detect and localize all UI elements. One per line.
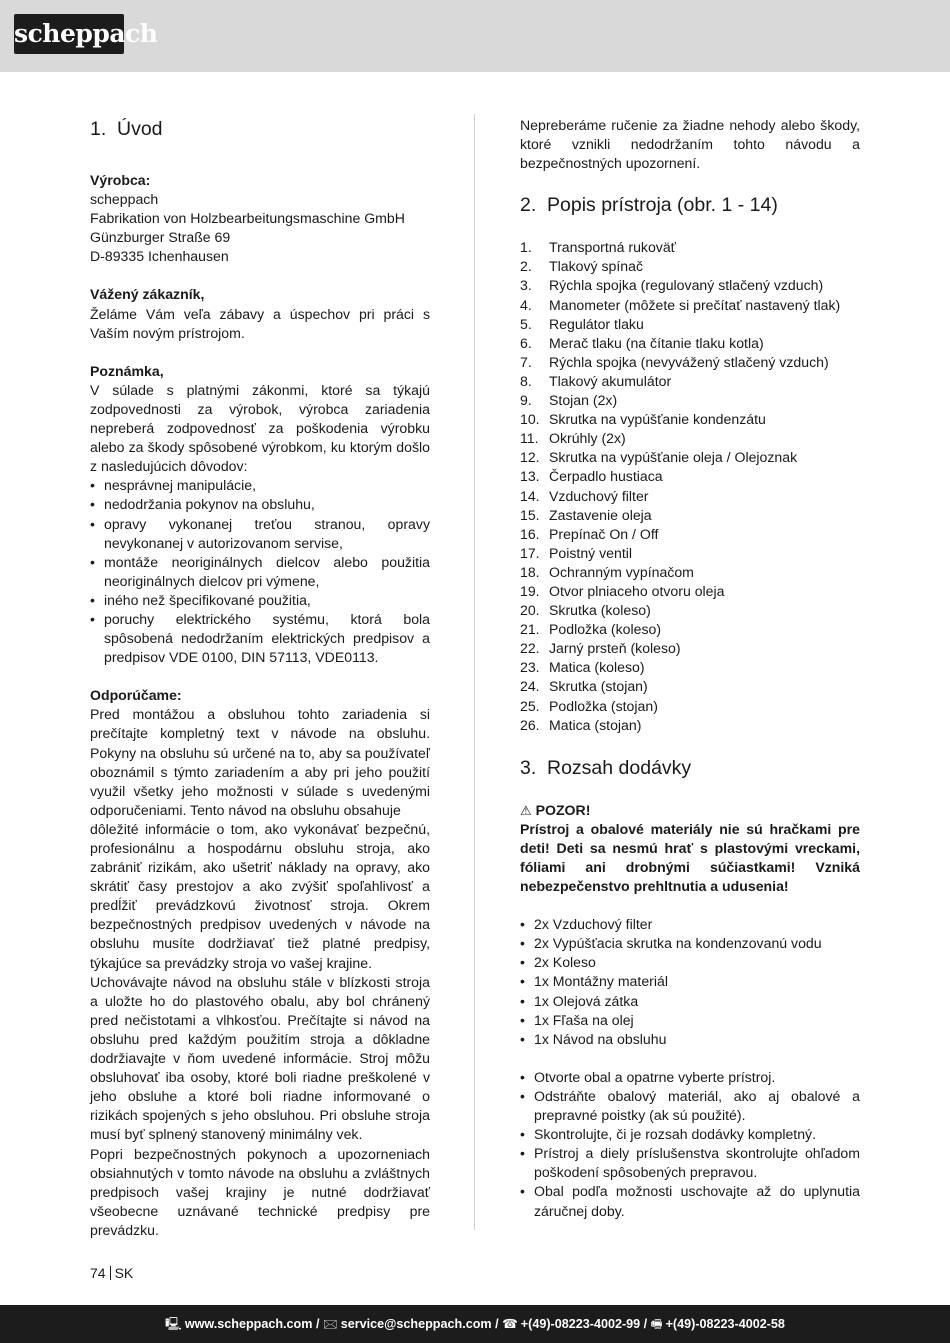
list-item: • montáže neoriginálnych dielcov alebo použitia neoriginálnych dielcov pri výmene, — [90, 553, 430, 591]
list-item: 15. Zastavenie oleja — [520, 506, 652, 523]
list-item: 9. Stojan (2x) — [520, 392, 618, 409]
footer-separator: / — [495, 1317, 499, 1331]
footer-website[interactable]: www.scheppach.com — [184, 1317, 313, 1331]
recommend-text: Pred montážou a obsluhou tohto zariadenia si prečítajte kompletný text v návode na obsluhu. Pokyny na obsluhu sú určené na to, aby sa používateľ oboznámil s týmto zariadením a aby pri jeho použití využil všetky jeho možnosti v súlade s uvedenými odporučeniami. Tento návod na obsluhu obsahuje — [90, 706, 430, 818]
list-item: • Prístroj a diely príslušenstva skontrolujte ohľadom poškodení spôsobených prepravou. — [520, 1144, 860, 1182]
liability-text: Nepreberáme ručenie za žiadne nehody alebo škody, ktoré vznikli nedodržaním tohto návodu a bezpečnostných upozornení. — [520, 117, 860, 172]
list-item: 25. Podložka (stojan) — [520, 697, 658, 714]
delivery-list — [520, 915, 860, 1049]
page-language: SK — [114, 1265, 134, 1281]
warning-label: POZOR! — [535, 801, 591, 818]
parts-list — [520, 238, 860, 734]
list-item: • poruchy elektrického systému, ktorá bola spôsobená nedodržaním elektrických predpisov a predpisov VDE 0100, DIN 57113, VDE0113. — [90, 610, 430, 667]
header-band — [0, 0, 950, 72]
section-1-title: Úvod — [117, 118, 163, 140]
list-item: 1. Transportná rukoväť — [520, 239, 676, 256]
list-item: 13. Čerpadlo hustiaca — [520, 468, 663, 485]
section-1-number: 1. — [90, 118, 107, 140]
footer-separator: / — [643, 1317, 648, 1331]
footer-contact-bar — [0, 1305, 950, 1343]
list-item: 16. Prepínač On / Off — [520, 525, 659, 542]
list-item: 3. Rýchla spojka (regulovaný stlačený vzduch) — [520, 277, 824, 294]
manufacturer-label: Výrobca: — [90, 172, 151, 188]
list-item: 26. Matica (stojan) — [520, 716, 642, 733]
list-item: • 1x Fľaša na olej — [520, 1011, 860, 1030]
section-3-title: Rozsah dodávky — [547, 756, 692, 779]
customer-text: Želáme Vám veľa zábavy a úspechov pri práci s Vaším novým prístrojom. — [90, 305, 430, 341]
section-3-number: 3. — [520, 756, 537, 779]
page-number — [90, 1264, 133, 1283]
unpacking-steps-list — [520, 1068, 860, 1221]
note-label: Poznámka, — [90, 362, 164, 379]
warning-text: Prístroj a obalové materiály nie sú hračkami pre deti! Deti sa nesmú hrať s plastovými vreckami, fóliami ani drobnými súčiastkami! Vzniká nebezpečenstvo prehltnutia a udusenia! — [520, 820, 860, 895]
list-item: • 2x Vypúšťacia skrutka na kondenzovanú vodu — [520, 934, 860, 953]
footer-email[interactable]: service@scheppach.com — [340, 1317, 492, 1331]
list-item: • Odstráňte obalový materiál, ako aj obalové a prepravné poistky (ak sú použité). — [520, 1087, 860, 1125]
list-item: 20. Skrutka (koleso) — [520, 602, 651, 619]
list-item: • opravy vykonanej treťou stranou, opravy nevykonanej v autorizovanom servise, — [90, 515, 430, 553]
list-item: • 2x Vzduchový filter — [520, 915, 860, 934]
list-item: 8. Tlakový akumulátor — [520, 372, 672, 389]
list-item: • Skontrolujte, či je rozsah dodávky kompletný. — [520, 1125, 860, 1144]
warning-triangle-icon: ⚠ — [520, 802, 532, 818]
right-column — [520, 116, 860, 1221]
list-item: 24. Skrutka (stojan) — [520, 678, 648, 695]
section-3-heading — [520, 755, 860, 781]
recommend-text: Uchovávajte návod na obsluhu stále v blízkosti stroja a uložte ho do plastového obalu, aby bol chránený pred nečistotami a vlhkosťou. Prečítajte si návod na obsluhu pred každým použitím stroja a dôkladne dodržiavajte v ňom uvedené informácie. Stroj môžu obsluhovať iba osoby, ktoré boli riadne preškolené v jeho obsluhe a ktoré boli riadne informované o rizikách spojených s jeho obsluhou. Pri obsluhe stroja musí byť splnený stanovený minimálny vek. — [90, 973, 430, 1143]
manufacturer-line: Fabrikation von Holzbearbeitungsmaschine GmbH — [90, 210, 405, 227]
list-item: 14. Vzduchový filter — [520, 487, 649, 504]
phone-icon: ☎ — [502, 1317, 518, 1331]
section-2-heading — [520, 192, 860, 218]
computer-icon: 🖳 — [165, 1317, 182, 1331]
warning-label-line — [520, 801, 860, 820]
list-item: • nesprávnej manipulácie, — [90, 476, 430, 495]
list-item: • 1x Návod na obsluhu — [520, 1030, 860, 1049]
list-item: • 2x Koleso — [520, 953, 860, 972]
section-2-title: Popis prístroja (obr. 1 - 14) — [547, 194, 778, 217]
left-column — [90, 116, 430, 1240]
section-2-number: 2. — [520, 194, 537, 217]
section-1-heading — [90, 116, 430, 142]
footer-fax: +(49)-08223-4002-58 — [665, 1317, 785, 1331]
list-item: 5. Regulátor tlaku — [520, 315, 644, 332]
list-item: 10. Skrutka na vypúšťanie kondenzátu — [520, 411, 766, 428]
list-item: • iného než špecifikované použitia, — [90, 591, 430, 610]
envelope-icon: 🖂 — [322, 1317, 338, 1331]
column-divider — [474, 114, 475, 1230]
list-item: 22. Jarný prsteň (koleso) — [520, 640, 681, 657]
list-item: • nedodržania pokynov na obsluhu, — [90, 495, 430, 514]
page-number-value: 74 — [90, 1265, 106, 1281]
list-item: 17. Poistný ventil — [520, 544, 633, 561]
customer-label: Vážený zákazník, — [90, 286, 205, 303]
fax-icon: 🖷 — [650, 1317, 663, 1331]
note-bullet-list — [90, 476, 430, 667]
list-item: 4. Manometer (môžete si prečítať nastavený tlak) — [520, 296, 841, 313]
scheppach-logo: scheppach — [14, 14, 124, 54]
page-number-separator — [110, 1266, 111, 1280]
list-item: 12. Skrutka na vypúšťanie oleja / Olejoznak — [520, 449, 798, 466]
note-text: V súlade s platnými zákonmi, ktoré sa týkajú zodpovednosti za výrobok, výrobca zariadenia nepreberá zodpovednosť za poškodenia výrobku alebo za škody spôsobené výrobkom, ku ktorým došlo z nasledujúcich dôvodov: — [90, 381, 430, 475]
recommend-text: dôležité informácie o tom, ako vykonávať bezpečnú, profesionálnu a hospodárnu obsluhu stroja, ako zabrániť rizikám, ako ušetriť náklady na opravy, ako skrátiť časy prestojov a ako zvýšiť spoľahlivosť a predĺžiť prevádzkovú životnosť stroja. Okrem bezpečnostných predpisov uvedených v návode na obsluhu musíte dodržiavať tiež platné predpisy, týkajúce sa prevádzky stroja vo vašej krajine. — [90, 820, 430, 971]
recommend-label: Odporúčame: — [90, 687, 182, 704]
manufacturer-line: scheppach — [90, 191, 159, 208]
manufacturer-address — [90, 190, 430, 266]
recommend-text: Popri bezpečnostných pokynoch a upozorneniach obsiahnutých v tomto návode na obsluhu a zvláštnych predpisoch vašej krajiny je nutné dodržiavať všeobecne uznávané technické predpisy pre prevádzku. — [90, 1145, 430, 1238]
list-item: 23. Matica (koleso) — [520, 659, 645, 676]
list-item: • Otvorte obal a opatrne vyberte prístroj. — [520, 1068, 860, 1087]
list-item: 21. Podložka (koleso) — [520, 621, 662, 638]
list-item: 19. Otvor plniaceho otvoru oleja — [520, 582, 725, 599]
footer-phone[interactable]: +(49)-08223-4002-99 — [520, 1317, 641, 1331]
manufacturer-line: Günzburger Straße 69 — [90, 229, 231, 246]
list-item: • 1x Olejová zátka — [520, 992, 860, 1011]
footer-separator: / — [315, 1317, 320, 1331]
list-item: 11. Okrúhly (2x) — [520, 430, 626, 447]
list-item: • 1x Montážny materiál — [520, 972, 860, 991]
list-item: • Obal podľa možnosti uschovajte až do uplynutia záručnej doby. — [520, 1182, 860, 1220]
list-item: 6. Merač tlaku (na čítanie tlaku kotla) — [520, 334, 764, 351]
list-item: 2. Tlakový spínač — [520, 258, 643, 275]
list-item: 18. Ochranným vypínačom — [520, 563, 694, 580]
list-item: 7. Rýchla spojka (nevyvážený stlačený vzduch) — [520, 353, 829, 370]
manufacturer-line: D-89335 Ichenhausen — [90, 248, 229, 265]
